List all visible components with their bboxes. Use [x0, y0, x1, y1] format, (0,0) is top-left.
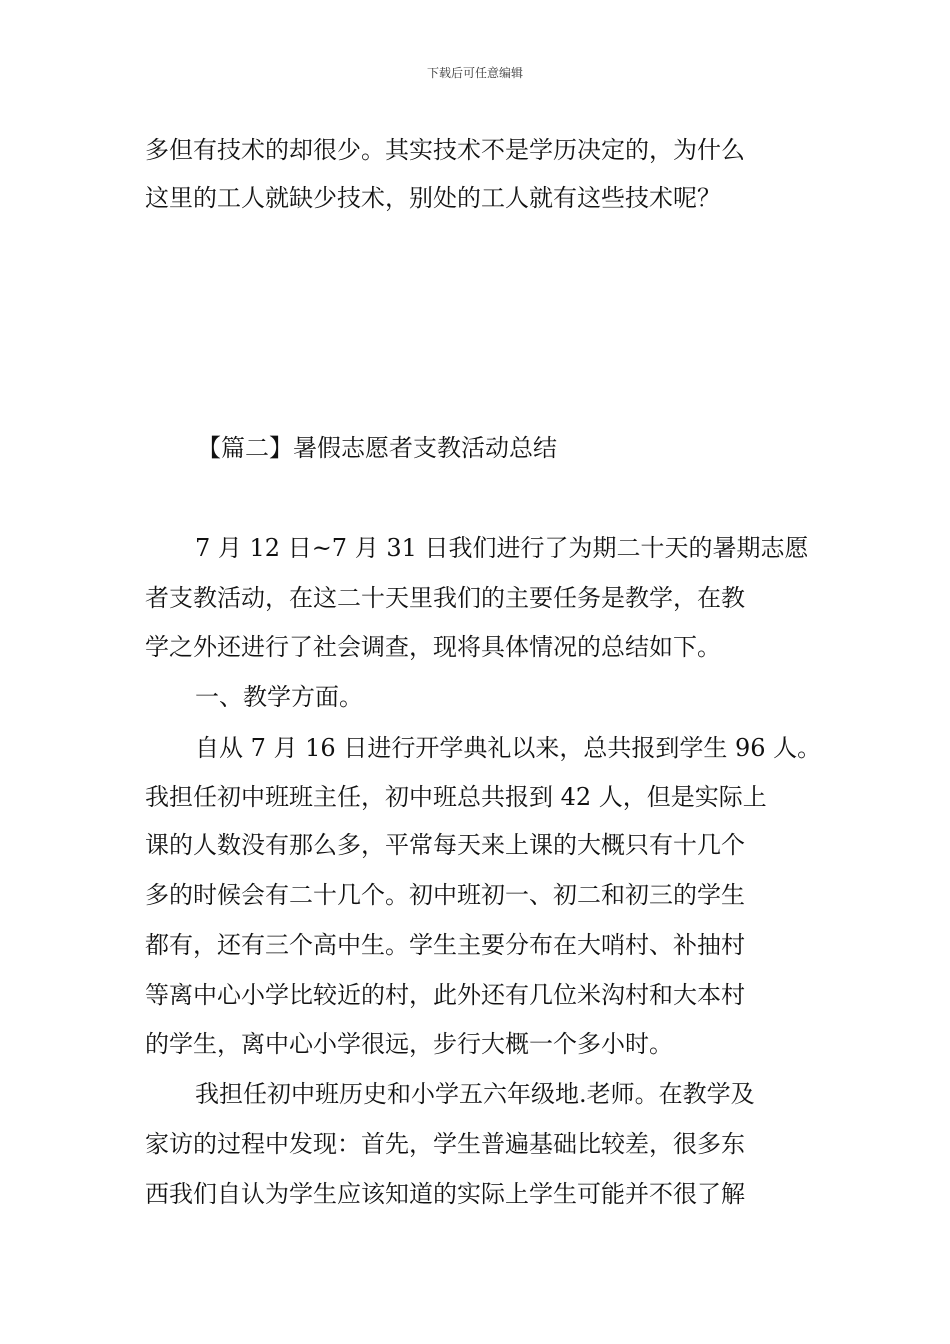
- body-line-9: 多的时候会有二十几个。初中班初一、初二和初三的学生: [145, 881, 745, 909]
- body-line-3: 7 月 12 日~7 月 31 日我们进行了为期二十天的暑期志愿: [195, 534, 809, 562]
- body-line-4: 者支教活动，在这二十天里我们的主要任务是教学，在教: [145, 584, 745, 612]
- body-line-8: 课的人数没有那么多，平常每天来上课的大概只有十几个: [145, 831, 745, 859]
- page-header: 下载后可任意编辑: [426, 66, 523, 80]
- body-line-14: 家访的过程中发现：首先，学生普遍基础比较差，很多东: [145, 1130, 745, 1158]
- body-line-10: 都有，还有三个高中生。学生主要分布在大哨村、补抽村: [145, 931, 745, 959]
- subsection-heading: 一、教学方面。: [195, 683, 363, 711]
- body-line-12: 的学生，离中心小学很远，步行大概一个多小时。: [145, 1030, 673, 1058]
- body-line-11: 等离中心小学比较近的村，此外还有几位米沟村和大本村: [145, 981, 745, 1009]
- body-line-7: 我担任初中班班主任，初中班总共报到 42 人，但是实际上: [145, 783, 767, 811]
- body-line-2: 这里的工人就缺少技术，别处的工人就有这些技术呢？: [145, 184, 721, 212]
- section-title: 【篇二】暑假志愿者支教活动总结: [197, 434, 557, 462]
- body-line-5: 学之外还进行了社会调查，现将具体情况的总结如下。: [145, 633, 721, 661]
- body-line-1: 多但有技术的却很少。其实技术不是学历决定的，为什么: [145, 136, 745, 164]
- body-line-6: 自从 7 月 16 日进行开学典礼以来，总共报到学生 96 人。: [195, 734, 822, 762]
- body-line-15: 西我们自认为学生应该知道的实际上学生可能并不很了解: [145, 1180, 745, 1208]
- body-line-13: 我担任初中班历史和小学五六年级地.老师。在教学及: [195, 1080, 755, 1108]
